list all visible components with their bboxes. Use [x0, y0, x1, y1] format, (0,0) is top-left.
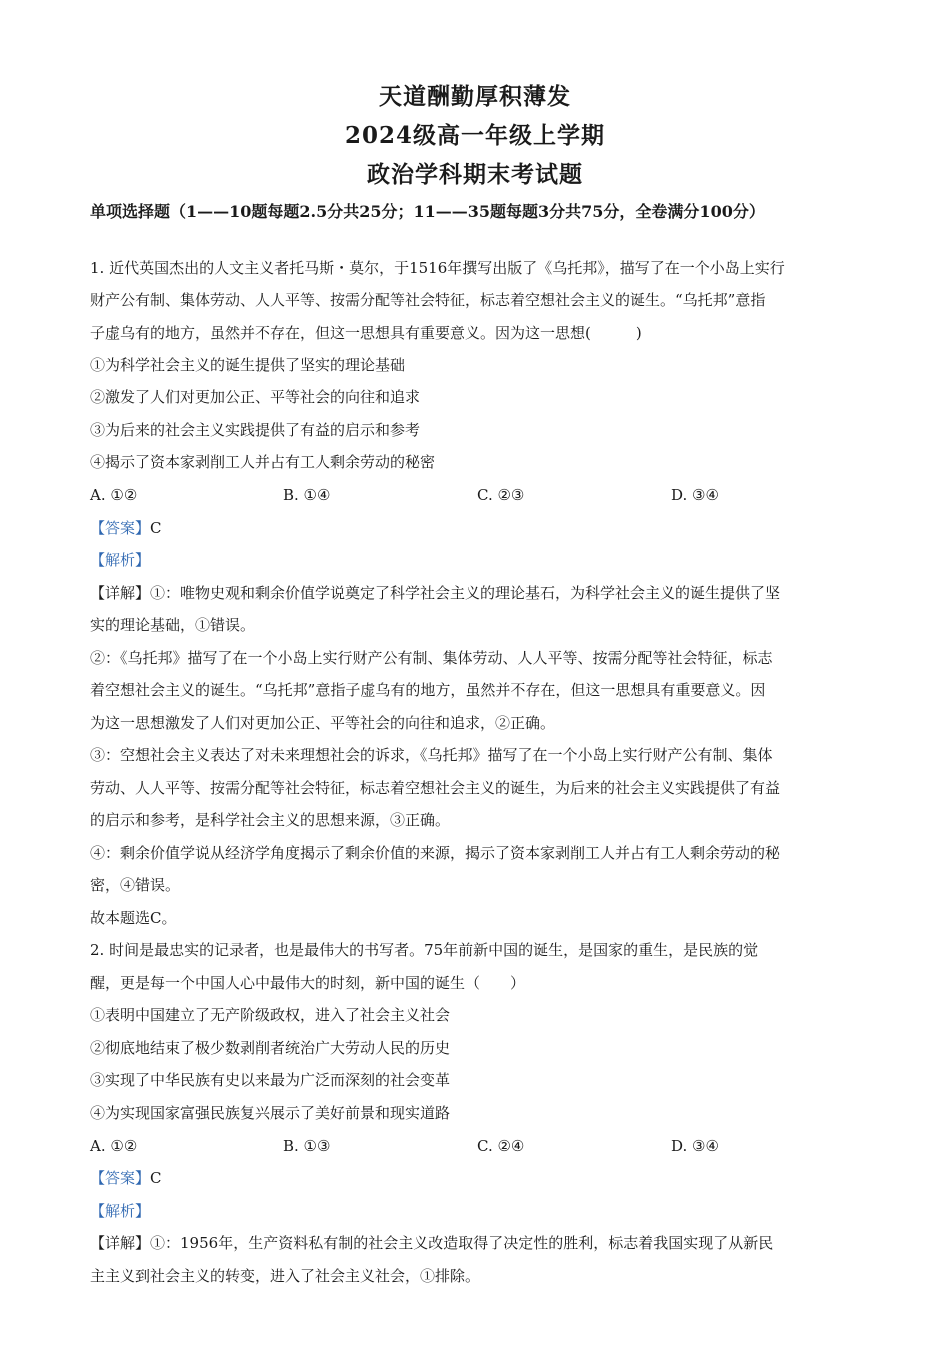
- q1-option-d: D. ③④: [671, 486, 719, 504]
- q2-detail-line: [90, 1232, 865, 1254]
- answer-label: 【答案】: [90, 519, 151, 537]
- q1-stem-line: 1. 近代英国杰出的人文主义者托马斯・莫尔，于1516年撰写出版了《乌托邦》，描写了在一个小岛上实行: [90, 259, 785, 277]
- detail-label: 【详解】: [90, 584, 151, 602]
- detail-label: 【详解】: [90, 1234, 151, 1252]
- q2-item: ②彻底地结束了极少数剥削者统治广大劳动人民的历史: [90, 1039, 451, 1057]
- q1-stem-line: 财产公有制、集体劳动、人人平等、按需分配等社会特征，标志着空想社会主义的诞生。“乌托邦”意指: [90, 291, 766, 309]
- q1-detail-line: [90, 582, 865, 604]
- q2-options: [90, 1135, 865, 1157]
- q1-options: [90, 484, 865, 506]
- q1-detail-line: 劳动、人人平等、按需分配等社会特征，标志着空想社会主义的诞生，为后来的社会主义实践提供了有益: [90, 779, 781, 797]
- header-exam-title: 政治学科期末考试题: [367, 161, 583, 188]
- q2-detail-text: ①：1956年，生产资料私有制的社会主义改造取得了决定性的胜利，标志着我国实现了从新民: [150, 1234, 774, 1252]
- q1-detail-line: ④：剩余价值学说从经济学角度揭示了剩余价值的来源，揭示了资本家剥削工人并占有工人剩余劳动的秘: [90, 844, 781, 862]
- q1-detail-line: 实的理论基础，①错误。: [90, 616, 256, 634]
- q2-option-a: A. ①②: [90, 1137, 138, 1155]
- q2-answer: [90, 1167, 865, 1189]
- header-grade: 2024级高一年级上学期: [344, 122, 605, 149]
- q1-item: ①为科学社会主义的诞生提供了坚实的理论基础: [90, 356, 406, 374]
- q1-item: ③为后来的社会主义实践提供了有益的启示和参考: [90, 421, 421, 439]
- q2-stem-line: 醒，更是每一个中国人心中最伟大的时刻，新中国的诞生（ ）: [90, 974, 526, 992]
- q1-detail-line: 密，④错误。: [90, 876, 181, 894]
- q2-option-d: D. ③④: [671, 1137, 719, 1155]
- q2-item: ④为实现国家富强民族复兴展示了美好前景和现实道路: [90, 1104, 451, 1122]
- q1-answer: [90, 517, 865, 539]
- q2-answer-value: C: [150, 1169, 162, 1187]
- q1-stem-line: 子虚乌有的地方，虽然并不存在，但这一思想具有重要意义。因为这一思想( ): [90, 324, 642, 342]
- q1-conclusion: 故本题选C。: [90, 909, 177, 927]
- q1-detail-line: ③：空想社会主义表达了对未来理想社会的诉求，《乌托邦》描写了在一个小岛上实行财产公有制、集体: [90, 746, 773, 764]
- q2-option-b: B. ①③: [283, 1137, 331, 1155]
- section-title: 单项选择题（1——10题每题2.5分共25分；11——35题每题3分共75分，全卷满分100分）: [90, 202, 765, 221]
- q1-analysis-label: 【解析】: [90, 551, 151, 569]
- q1-detail-text: ①：唯物史观和剩余价值学说奠定了科学社会主义的理论基石，为科学社会主义的诞生提供了坚: [150, 584, 781, 602]
- q1-option-b: B. ①④: [283, 486, 331, 504]
- header-motto: 天道酬勤厚积薄发: [379, 83, 571, 110]
- answer-label: 【答案】: [90, 1169, 151, 1187]
- q1-answer-value: C: [150, 519, 162, 537]
- q2-item: ①表明中国建立了无产阶级政权，进入了社会主义社会: [90, 1006, 451, 1024]
- q1-option-a: A. ①②: [90, 486, 138, 504]
- q1-item: ④揭示了资本家剥削工人并占有工人剩余劳动的秘密: [90, 453, 436, 471]
- q1-option-c: C. ②③: [477, 486, 525, 504]
- q2-stem-line: 2. 时间是最忠实的记录者，也是最伟大的书写者。75年前新中国的诞生，是国家的重生，是民族的觉: [90, 941, 759, 959]
- q1-detail-line: 为这一思想激发了人们对更加公正、平等社会的向往和追求，②正确。: [90, 714, 556, 732]
- q1-item: ②激发了人们对更加公正、平等社会的向往和追求: [90, 388, 421, 406]
- q2-detail-line: 主主义到社会主义的转变，进入了社会主义社会，①排除。: [90, 1267, 481, 1285]
- q1-detail-line: ②：《乌托邦》描写了在一个小岛上实行财产公有制、集体劳动、人人平等、按需分配等社会特征，标志: [90, 649, 773, 667]
- q2-item: ③实现了中华民族有史以来最为广泛而深刻的社会变革: [90, 1071, 451, 1089]
- q2-option-c: C. ②④: [477, 1137, 525, 1155]
- q2-analysis-label: 【解析】: [90, 1202, 151, 1220]
- q1-detail-line: 着空想社会主义的诞生。“乌托邦”意指子虚乌有的地方，虽然并不存在，但这一思想具有重要意义。因: [90, 681, 766, 699]
- q1-detail-line: 的启示和参考，是科学社会主义的思想来源，③正确。: [90, 811, 451, 829]
